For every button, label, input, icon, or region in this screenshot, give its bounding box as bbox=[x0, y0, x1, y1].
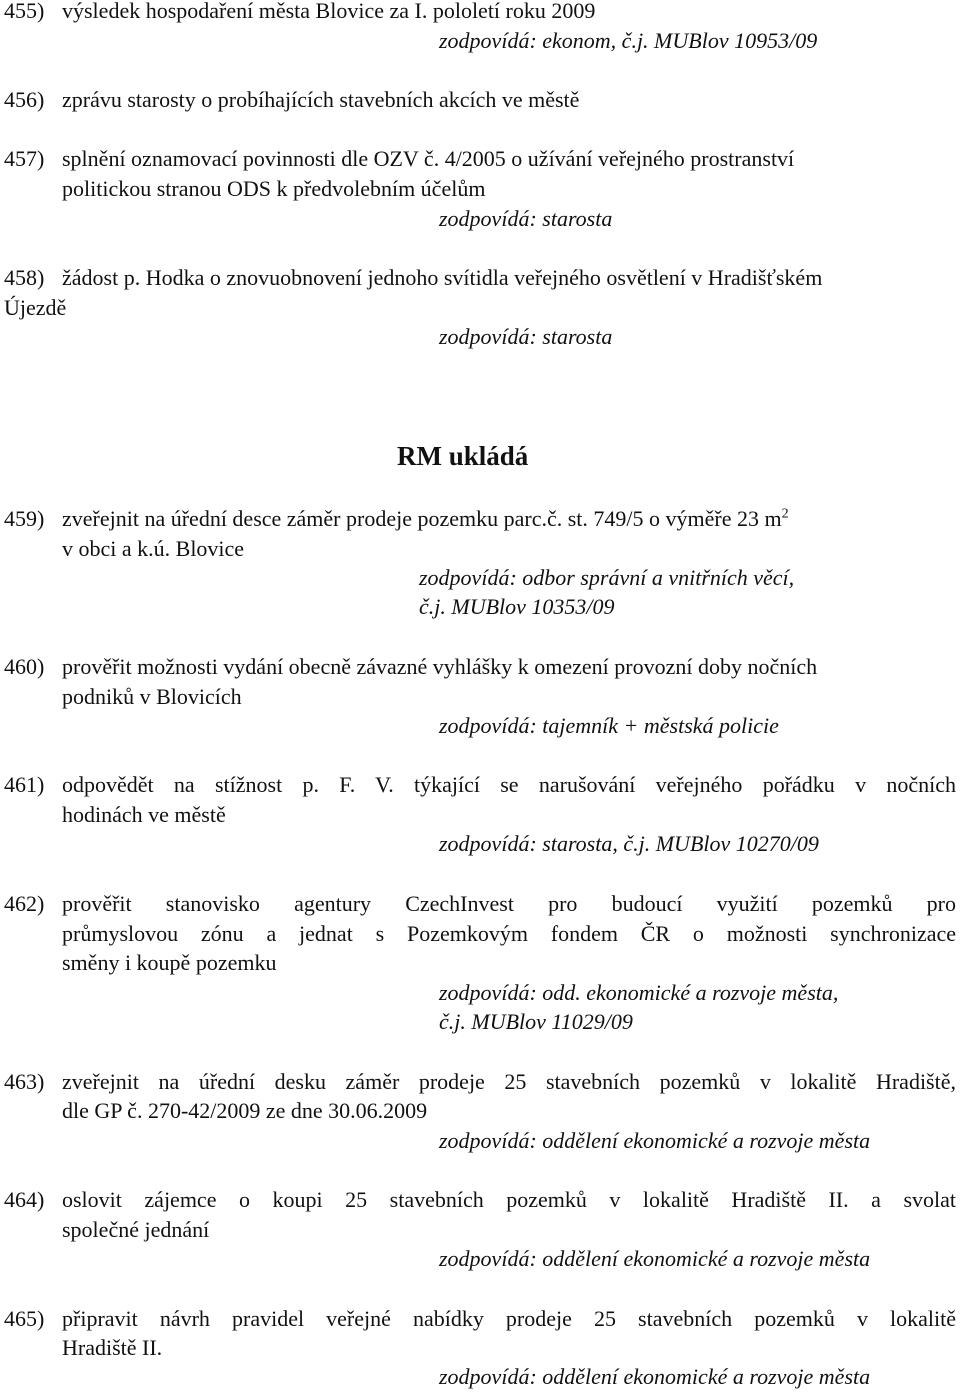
responsible: zodpovídá: oddělení ekonomické a rozvoje města bbox=[439, 1246, 871, 1271]
responsible: zodpovídá: oddělení ekonomické a rozvoje města bbox=[439, 1364, 871, 1389]
item-text-main: zveřejnit na úřední desce záměr prodeje pozemku parc.č. st. 749/5 o výměře 23 m bbox=[62, 506, 782, 531]
item-text: odpovědět na stížnost p. F. V. týkající se narušování veřejného pořádku v nočních bbox=[62, 772, 956, 797]
responsible: č.j. MUBlov 10353/09 bbox=[419, 594, 615, 619]
item-text: výsledek hospodaření města Blovice za I. pololetí roku 2009 bbox=[62, 0, 596, 23]
item-number: 458) bbox=[4, 265, 45, 290]
item-text: zveřejnit na úřední desku záměr prodeje 25 stavebních pozemků v lokalitě Hradiště, bbox=[62, 1069, 956, 1094]
responsible: zodpovídá: starosta bbox=[439, 206, 613, 231]
item-text bbox=[62, 504, 789, 534]
item-number: 464) bbox=[4, 1187, 45, 1212]
responsible: zodpovídá: ekonom, č.j. MUBlov 10953/09 bbox=[439, 28, 818, 53]
item-number: 456) bbox=[4, 87, 45, 112]
item-number: 455) bbox=[4, 0, 45, 23]
item-number: 462) bbox=[4, 891, 45, 916]
item-text: žádost p. Hodka o znovuobnovení jednoho svítidla veřejného osvětlení v Hradišťském bbox=[62, 265, 823, 290]
item-text: Újezdě bbox=[4, 295, 67, 320]
superscript: 2 bbox=[781, 506, 789, 522]
item-text: připravit návrh pravidel veřejné nabídky prodeje 25 stavebních pozemků v lokalitě bbox=[62, 1306, 956, 1331]
item-text: splnění oznamovací povinnosti dle OZV č. 4/2005 o užívání veřejného prostranství bbox=[62, 146, 795, 171]
item-text: v obci a k.ú. Blovice bbox=[62, 536, 245, 561]
item-text: hodinách ve městě bbox=[62, 802, 226, 827]
item-number: 465) bbox=[4, 1306, 45, 1331]
responsible: zodpovídá: odbor správní a vnitřních věcí, bbox=[419, 565, 795, 590]
item-text: dle GP č. 270-42/2009 ze dne 30.06.2009 bbox=[62, 1098, 428, 1123]
item-number: 459) bbox=[4, 506, 45, 531]
item-number: 463) bbox=[4, 1069, 45, 1094]
responsible: č.j. MUBlov 11029/09 bbox=[439, 1009, 633, 1034]
item-text: oslovit zájemce o koupi 25 stavebních pozemků v lokalitě Hradiště II. a svolat bbox=[62, 1187, 956, 1212]
item-text: společné jednání bbox=[62, 1217, 210, 1242]
item-text: podniků v Blovicích bbox=[62, 684, 242, 709]
section-heading: RM ukládá bbox=[397, 441, 529, 471]
responsible: zodpovídá: starosta bbox=[439, 324, 613, 349]
item-text: směny i koupě pozemku bbox=[62, 950, 277, 975]
item-text: prověřit možnosti vydání obecně závazné vyhlášky k omezení provozní doby nočních bbox=[62, 654, 818, 679]
responsible: zodpovídá: oddělení ekonomické a rozvoje města bbox=[439, 1128, 871, 1153]
responsible: zodpovídá: odd. ekonomické a rozvoje města, bbox=[439, 980, 839, 1005]
item-text: Hradiště II. bbox=[62, 1335, 163, 1360]
item-number: 457) bbox=[4, 146, 45, 171]
item-number: 461) bbox=[4, 772, 45, 797]
item-text: průmyslovou zónu a jednat s Pozemkovým fondem ČR o možnosti synchronizace bbox=[62, 921, 956, 946]
responsible: zodpovídá: tajemník + městská policie bbox=[439, 713, 779, 738]
item-number: 460) bbox=[4, 654, 45, 679]
item-text: prověřit stanovisko agentury CzechInvest pro budoucí využití pozemků pro bbox=[62, 891, 956, 916]
item-text: zprávu starosty o probíhajících stavebních akcích ve městě bbox=[62, 87, 580, 112]
item-text: politickou stranou ODS k předvolebním účelům bbox=[62, 176, 486, 201]
responsible: zodpovídá: starosta, č.j. MUBlov 10270/09 bbox=[439, 831, 819, 856]
